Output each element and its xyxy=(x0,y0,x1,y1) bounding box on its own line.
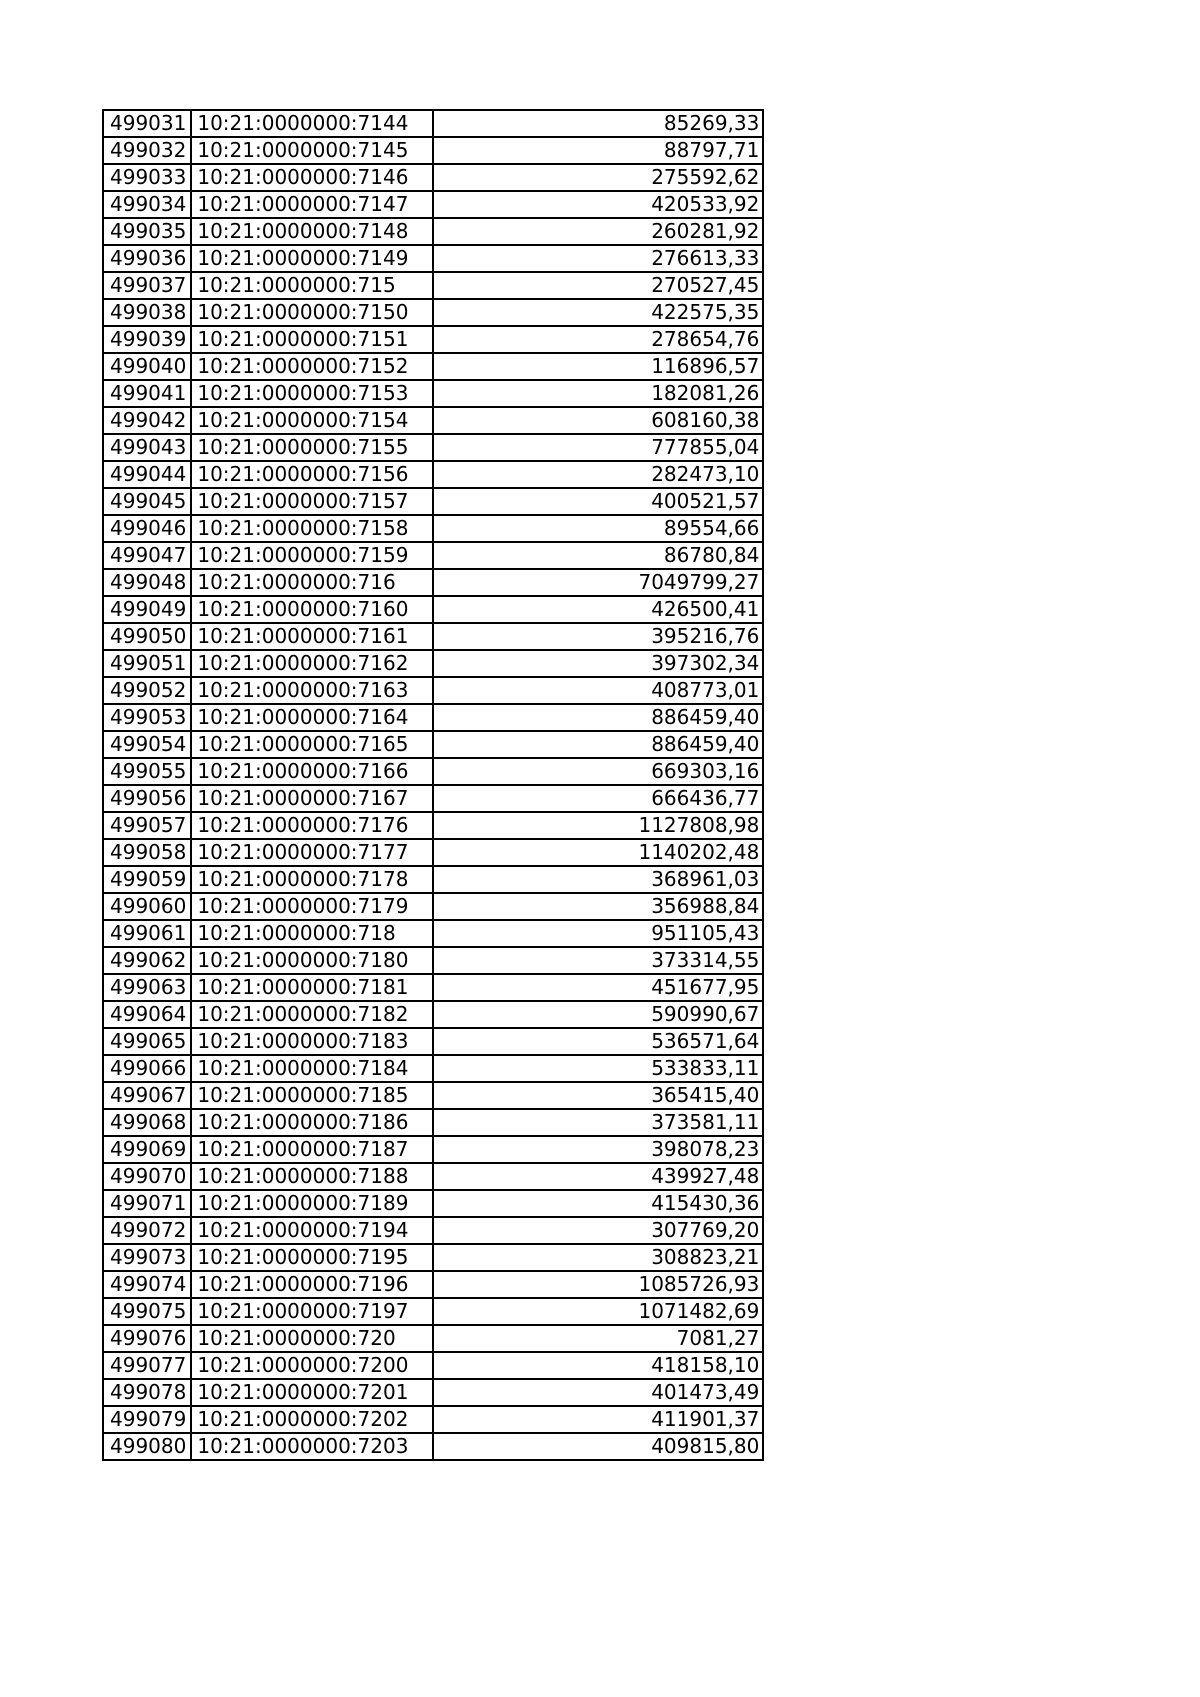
amount-cell: 278654,76 xyxy=(433,326,763,353)
cadastral-number-cell: 10:21:0000000:718 xyxy=(191,920,433,947)
table-row xyxy=(103,1298,763,1325)
amount-cell: 666436,77 xyxy=(433,785,763,812)
table-row xyxy=(103,515,763,542)
cadastral-number-cell: 10:21:0000000:7196 xyxy=(191,1271,433,1298)
cadastral-number-cell: 10:21:0000000:7200 xyxy=(191,1352,433,1379)
cadastral-number-cell: 10:21:0000000:715 xyxy=(191,272,433,299)
row-id-cell: 499048 xyxy=(103,569,191,596)
row-id-cell: 499033 xyxy=(103,164,191,191)
cadastral-number-cell: 10:21:0000000:720 xyxy=(191,1325,433,1352)
amount-cell: 182081,26 xyxy=(433,380,763,407)
amount-cell: 308823,21 xyxy=(433,1244,763,1271)
row-id-cell: 499051 xyxy=(103,650,191,677)
row-id-cell: 499059 xyxy=(103,866,191,893)
cadastral-number-cell: 10:21:0000000:7195 xyxy=(191,1244,433,1271)
amount-cell: 418158,10 xyxy=(433,1352,763,1379)
row-id-cell: 499044 xyxy=(103,461,191,488)
table-row xyxy=(103,1028,763,1055)
row-id-cell: 499062 xyxy=(103,947,191,974)
row-id-cell: 499031 xyxy=(103,110,191,137)
cadastral-number-cell: 10:21:0000000:7189 xyxy=(191,1190,433,1217)
cadastral-number-cell: 10:21:0000000:7167 xyxy=(191,785,433,812)
table-row xyxy=(103,488,763,515)
amount-cell: 270527,45 xyxy=(433,272,763,299)
row-id-cell: 499050 xyxy=(103,623,191,650)
table-row xyxy=(103,569,763,596)
amount-cell: 415430,36 xyxy=(433,1190,763,1217)
amount-cell: 1127808,98 xyxy=(433,812,763,839)
cadastral-number-cell: 10:21:0000000:7145 xyxy=(191,137,433,164)
cadastral-number-cell: 10:21:0000000:7184 xyxy=(191,1055,433,1082)
amount-cell: 951105,43 xyxy=(433,920,763,947)
row-id-cell: 499054 xyxy=(103,731,191,758)
amount-cell: 276613,33 xyxy=(433,245,763,272)
cadastral-number-cell: 10:21:0000000:7155 xyxy=(191,434,433,461)
table-row xyxy=(103,1190,763,1217)
row-id-cell: 499071 xyxy=(103,1190,191,1217)
cadastral-number-cell: 10:21:0000000:7165 xyxy=(191,731,433,758)
amount-cell: 397302,34 xyxy=(433,650,763,677)
amount-cell: 451677,95 xyxy=(433,974,763,1001)
cadastral-number-cell: 10:21:0000000:7152 xyxy=(191,353,433,380)
row-id-cell: 499042 xyxy=(103,407,191,434)
row-id-cell: 499047 xyxy=(103,542,191,569)
table-row xyxy=(103,1055,763,1082)
amount-cell: 669303,16 xyxy=(433,758,763,785)
cadastral-number-cell: 10:21:0000000:7181 xyxy=(191,974,433,1001)
row-id-cell: 499067 xyxy=(103,1082,191,1109)
row-id-cell: 499041 xyxy=(103,380,191,407)
row-id-cell: 499070 xyxy=(103,1163,191,1190)
table-body xyxy=(103,110,763,1460)
table-row xyxy=(103,407,763,434)
table-row xyxy=(103,1352,763,1379)
row-id-cell: 499065 xyxy=(103,1028,191,1055)
amount-cell: 1140202,48 xyxy=(433,839,763,866)
cadastral-number-cell: 10:21:0000000:7162 xyxy=(191,650,433,677)
cadastral-number-cell: 10:21:0000000:7197 xyxy=(191,1298,433,1325)
amount-cell: 401473,49 xyxy=(433,1379,763,1406)
table-row xyxy=(103,137,763,164)
amount-cell: 408773,01 xyxy=(433,677,763,704)
cadastral-number-cell: 10:21:0000000:7180 xyxy=(191,947,433,974)
cadastral-number-cell: 10:21:0000000:7166 xyxy=(191,758,433,785)
cadastral-number-cell: 10:21:0000000:7153 xyxy=(191,380,433,407)
table-row xyxy=(103,110,763,137)
amount-cell: 426500,41 xyxy=(433,596,763,623)
amount-cell: 536571,64 xyxy=(433,1028,763,1055)
row-id-cell: 499078 xyxy=(103,1379,191,1406)
cadastral-number-cell: 10:21:0000000:7177 xyxy=(191,839,433,866)
table-row xyxy=(103,650,763,677)
table-row xyxy=(103,920,763,947)
amount-cell: 307769,20 xyxy=(433,1217,763,1244)
row-id-cell: 499036 xyxy=(103,245,191,272)
row-id-cell: 499039 xyxy=(103,326,191,353)
row-id-cell: 499073 xyxy=(103,1244,191,1271)
amount-cell: 356988,84 xyxy=(433,893,763,920)
cadastral-number-cell: 10:21:0000000:7148 xyxy=(191,218,433,245)
row-id-cell: 499038 xyxy=(103,299,191,326)
table-row xyxy=(103,947,763,974)
row-id-cell: 499053 xyxy=(103,704,191,731)
cadastral-number-cell: 10:21:0000000:7161 xyxy=(191,623,433,650)
row-id-cell: 499077 xyxy=(103,1352,191,1379)
cadastral-number-cell: 10:21:0000000:7150 xyxy=(191,299,433,326)
table-row xyxy=(103,1136,763,1163)
cadastral-number-cell: 10:21:0000000:7147 xyxy=(191,191,433,218)
table-row xyxy=(103,974,763,1001)
table-row xyxy=(103,785,763,812)
row-id-cell: 499080 xyxy=(103,1433,191,1460)
cadastral-number-cell: 10:21:0000000:7201 xyxy=(191,1379,433,1406)
table-row xyxy=(103,1379,763,1406)
row-id-cell: 499075 xyxy=(103,1298,191,1325)
table-row xyxy=(103,218,763,245)
row-id-cell: 499040 xyxy=(103,353,191,380)
cadastral-number-cell: 10:21:0000000:7202 xyxy=(191,1406,433,1433)
amount-cell: 85269,33 xyxy=(433,110,763,137)
table-row xyxy=(103,1325,763,1352)
cadastral-number-cell: 10:21:0000000:7185 xyxy=(191,1082,433,1109)
row-id-cell: 499072 xyxy=(103,1217,191,1244)
row-id-cell: 499064 xyxy=(103,1001,191,1028)
row-id-cell: 499061 xyxy=(103,920,191,947)
table-row xyxy=(103,380,763,407)
row-id-cell: 499060 xyxy=(103,893,191,920)
cadastral-number-cell: 10:21:0000000:7146 xyxy=(191,164,433,191)
table-row xyxy=(103,758,763,785)
row-id-cell: 499068 xyxy=(103,1109,191,1136)
cadastral-number-cell: 10:21:0000000:7182 xyxy=(191,1001,433,1028)
row-id-cell: 499043 xyxy=(103,434,191,461)
cadastral-number-cell: 10:21:0000000:7203 xyxy=(191,1433,433,1460)
row-id-cell: 499079 xyxy=(103,1406,191,1433)
row-id-cell: 499046 xyxy=(103,515,191,542)
amount-cell: 590990,67 xyxy=(433,1001,763,1028)
cadastral-number-cell: 10:21:0000000:7187 xyxy=(191,1136,433,1163)
row-id-cell: 499032 xyxy=(103,137,191,164)
table-row xyxy=(103,1244,763,1271)
table-row xyxy=(103,434,763,461)
row-id-cell: 499063 xyxy=(103,974,191,1001)
cadastral-number-cell: 10:21:0000000:7183 xyxy=(191,1028,433,1055)
table-row xyxy=(103,1406,763,1433)
amount-cell: 116896,57 xyxy=(433,353,763,380)
table-row xyxy=(103,1271,763,1298)
cadastral-number-cell: 10:21:0000000:7158 xyxy=(191,515,433,542)
row-id-cell: 499049 xyxy=(103,596,191,623)
table-row xyxy=(103,1163,763,1190)
row-id-cell: 499076 xyxy=(103,1325,191,1352)
table-row xyxy=(103,1217,763,1244)
amount-cell: 395216,76 xyxy=(433,623,763,650)
cadastral-number-cell: 10:21:0000000:7186 xyxy=(191,1109,433,1136)
row-id-cell: 499069 xyxy=(103,1136,191,1163)
amount-cell: 409815,80 xyxy=(433,1433,763,1460)
table-row xyxy=(103,245,763,272)
table-row xyxy=(103,623,763,650)
table-row xyxy=(103,839,763,866)
table-row xyxy=(103,596,763,623)
amount-cell: 368961,03 xyxy=(433,866,763,893)
row-id-cell: 499045 xyxy=(103,488,191,515)
row-id-cell: 499066 xyxy=(103,1055,191,1082)
amount-cell: 398078,23 xyxy=(433,1136,763,1163)
amount-cell: 439927,48 xyxy=(433,1163,763,1190)
table-row xyxy=(103,326,763,353)
cadastral-number-cell: 10:21:0000000:7163 xyxy=(191,677,433,704)
amount-cell: 275592,62 xyxy=(433,164,763,191)
row-id-cell: 499037 xyxy=(103,272,191,299)
row-id-cell: 499058 xyxy=(103,839,191,866)
amount-cell: 373581,11 xyxy=(433,1109,763,1136)
table-row xyxy=(103,704,763,731)
table-row xyxy=(103,1109,763,1136)
cadastral-number-cell: 10:21:0000000:7154 xyxy=(191,407,433,434)
row-id-cell: 499034 xyxy=(103,191,191,218)
table-row xyxy=(103,191,763,218)
cadastral-number-cell: 10:21:0000000:7178 xyxy=(191,866,433,893)
cadastral-number-cell: 10:21:0000000:7149 xyxy=(191,245,433,272)
amount-cell: 7049799,27 xyxy=(433,569,763,596)
data-table xyxy=(102,109,764,1461)
table-row xyxy=(103,542,763,569)
cadastral-number-cell: 10:21:0000000:7156 xyxy=(191,461,433,488)
table-row xyxy=(103,812,763,839)
cadastral-number-cell: 10:21:0000000:7188 xyxy=(191,1163,433,1190)
amount-cell: 86780,84 xyxy=(433,542,763,569)
cadastral-number-cell: 10:21:0000000:7179 xyxy=(191,893,433,920)
table-row xyxy=(103,299,763,326)
row-id-cell: 499057 xyxy=(103,812,191,839)
amount-cell: 608160,38 xyxy=(433,407,763,434)
table-row xyxy=(103,1433,763,1460)
cadastral-number-cell: 10:21:0000000:7176 xyxy=(191,812,433,839)
cadastral-number-cell: 10:21:0000000:7144 xyxy=(191,110,433,137)
amount-cell: 365415,40 xyxy=(433,1082,763,1109)
amount-cell: 7081,27 xyxy=(433,1325,763,1352)
amount-cell: 282473,10 xyxy=(433,461,763,488)
amount-cell: 886459,40 xyxy=(433,704,763,731)
row-id-cell: 499074 xyxy=(103,1271,191,1298)
amount-cell: 777855,04 xyxy=(433,434,763,461)
amount-cell: 420533,92 xyxy=(433,191,763,218)
row-id-cell: 499056 xyxy=(103,785,191,812)
cadastral-number-cell: 10:21:0000000:716 xyxy=(191,569,433,596)
cadastral-number-cell: 10:21:0000000:7194 xyxy=(191,1217,433,1244)
amount-cell: 1085726,93 xyxy=(433,1271,763,1298)
amount-cell: 260281,92 xyxy=(433,218,763,245)
table-row xyxy=(103,1001,763,1028)
table-row xyxy=(103,272,763,299)
cadastral-number-cell: 10:21:0000000:7160 xyxy=(191,596,433,623)
table-row xyxy=(103,1082,763,1109)
amount-cell: 89554,66 xyxy=(433,515,763,542)
amount-cell: 1071482,69 xyxy=(433,1298,763,1325)
amount-cell: 400521,57 xyxy=(433,488,763,515)
table-row xyxy=(103,866,763,893)
row-id-cell: 499055 xyxy=(103,758,191,785)
table-row xyxy=(103,461,763,488)
amount-cell: 88797,71 xyxy=(433,137,763,164)
amount-cell: 373314,55 xyxy=(433,947,763,974)
row-id-cell: 499035 xyxy=(103,218,191,245)
table-row xyxy=(103,893,763,920)
cadastral-number-cell: 10:21:0000000:7159 xyxy=(191,542,433,569)
amount-cell: 422575,35 xyxy=(433,299,763,326)
row-id-cell: 499052 xyxy=(103,677,191,704)
table-row xyxy=(103,353,763,380)
cadastral-number-cell: 10:21:0000000:7164 xyxy=(191,704,433,731)
cadastral-number-cell: 10:21:0000000:7151 xyxy=(191,326,433,353)
amount-cell: 411901,37 xyxy=(433,1406,763,1433)
table-row xyxy=(103,164,763,191)
table-row xyxy=(103,731,763,758)
cadastral-number-cell: 10:21:0000000:7157 xyxy=(191,488,433,515)
amount-cell: 533833,11 xyxy=(433,1055,763,1082)
amount-cell: 886459,40 xyxy=(433,731,763,758)
table-row xyxy=(103,677,763,704)
